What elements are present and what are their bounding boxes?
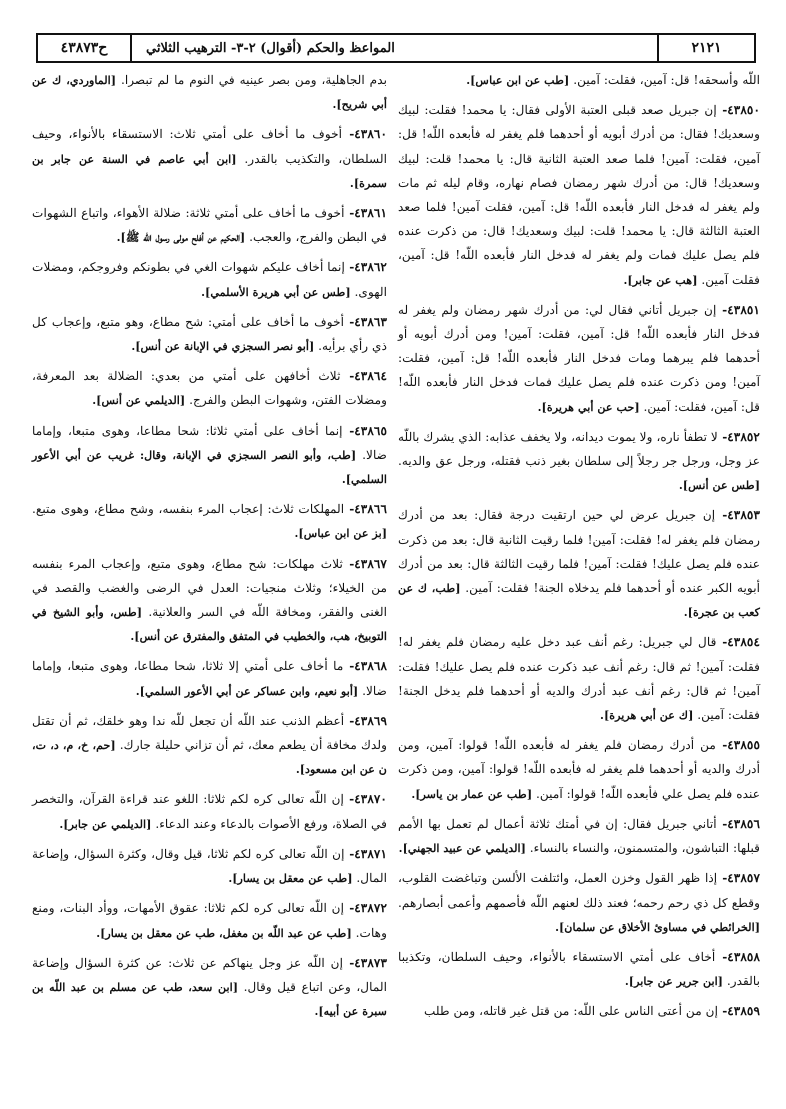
hadith-text: أخاف على أمتي الاستسقاء بالأنواء، وحيف السلطان، وتكذيبا بالقدر. <box>398 949 760 989</box>
hadith-text: أخوف ما أخاف على أمتي: شح مطاع، وهو متبع، وإعجاب كل ذي رأي برأيه. <box>32 314 387 354</box>
hadith-entry <box>32 122 387 195</box>
hadith-source: [أبو نعيم، وابن عساكر عن أبي الأعور السلمي]. <box>135 683 359 698</box>
hadith-source: [طس عن أنس]. <box>678 478 760 493</box>
hadith-text: أخوف ما أخاف على أمتي ثلاث: الاستسقاء بالأنواء، وحيف السلطان، والتكذيب بالقدر. <box>32 127 387 166</box>
hadith-text: ما أخاف على أمتي إلا ثلاثا، شحا مطاعا، وهوى متبعا، وإماما ضالا. <box>32 659 387 698</box>
hadith-number: ٤٣٨٥٢- <box>717 429 760 444</box>
hadith-text: إن اللّه عز وجل ينهاكم عن ثلاث: عن كثرة السؤال وإضاعة المال، وعن اتباع قيل وقال. <box>32 955 387 994</box>
hadith-entry <box>398 503 760 624</box>
hadith-entry <box>398 812 760 860</box>
hadith-text: إن جبريل أتاني فقال لي: من أدرك شهر رمضان ولم يغفر له فدخل النار فأبعده اللّه! قل: آمين، فقلت: آمين! ومن أدرك أبويه أو أحدهما فلم يبرهما ومات فدخل النار فأبعده اللّه! قل: آمين، فقلت: آمين! ومن ذكرت عنده فلم يصل عليك فمات فدخل النار فأبعده اللّه! قل: آمين، فقلت: آمين. <box>398 302 760 414</box>
hadith-entry <box>32 201 387 249</box>
hadith-number: ٤٣٨٦١- <box>344 206 387 221</box>
hadith-source: [أبو نصر السجزي في الإبانة عن أنس]. <box>131 339 315 354</box>
hadith-source: [الديلمي عن جابر]. <box>59 816 152 831</box>
hadith-text: إن اللّه تعالى كره لكم ثلاثا، قيل وقال، وكثرة السؤال، وإضاعة المال. <box>32 846 387 886</box>
hadith-source: [حب عن أبي هريرة]. <box>537 399 640 414</box>
hadith-source: [ك عن أبي هريرة]. <box>600 708 694 723</box>
hadith-source: [الديلمي عن عبيد الجهني]. <box>398 841 526 856</box>
hadith-text: إن من أعتى الناس على اللّه: من قتل غير قاتله، ومن طلب <box>423 1004 718 1019</box>
hadith-entry <box>32 419 387 492</box>
running-title: المواعظ والحكم (أقوال) ٢-٣- الترهيب الثلاثي <box>130 35 657 61</box>
hadith-text: من أدرك رمضان فلم يغفر له فأبعده اللّه! قولوا: آمين، ومن أدرك والديه أو أحدهما فلم يغفر له فأبعده اللّه! قولوا: آمين، ومن ذكرت عنده فلم يصل علي فأبعده اللّه! قولوا: آمين. <box>398 738 760 801</box>
hadith-text: اللّه وأسحقه! قل: آمين، فقلت: آمين. <box>569 73 760 87</box>
hadith-entry <box>398 98 760 292</box>
hadith-text: إن جبريل عرض لي حين ارتقيت درجة فقال: بعد من أدرك رمضان فلم يغفر له! فقلت: آمين! فلما رقيت الثانية قال: بعد من ذكرت عنده فلم يصل عليك! فقلت: آمين! فلما رقيت الثالثة قال: بعد من أدرك أبويه الكبر عنده أو أحدهما فلم يدخلاه الجنة! فقلت: آمين. <box>398 508 760 596</box>
hadith-number: ٤٣٨٥٤- <box>716 635 760 650</box>
hadith-entry <box>32 497 387 545</box>
hadith-number: ٤٣٨٦٠- <box>342 127 387 142</box>
hadith-source: [بز عن ابن عباس]. <box>294 526 387 541</box>
hadith-source: [طب عن عمار بن ياسر]. <box>411 786 533 801</box>
hadith-number: ٤٣٨٥٦- <box>716 816 760 831</box>
hadith-entry <box>398 298 760 419</box>
page-header <box>36 33 756 63</box>
left-column <box>32 68 387 1029</box>
hadith-number: ٤٣٨٦٢- <box>344 260 387 275</box>
hadith-source: [طب عن عبد اللّه بن مغفل، طب عن معقل بن يسار]. <box>96 925 352 940</box>
hadith-source: [ابن أبي عاصم في السنة عن جابر بن سمرة]. <box>32 151 387 190</box>
hadith-source: [الماوردي، ك عن أبي شريح]. <box>32 73 387 112</box>
hadith-entry <box>398 866 760 939</box>
hadith-entry <box>32 68 387 116</box>
hadith-text: ثلاث أخافهن على أمتي من بعدي: الضلالة بعد المعرفة، ومضلات الفتن، وشهوات البطن والفرج. <box>32 369 387 408</box>
hadith-entry <box>398 945 760 993</box>
hadith-source: [طس، وأبو الشيخ في التوبيخ، هب، والخطيب في المتفق والمفترق عن أنس]. <box>32 605 387 644</box>
hadith-entry <box>32 654 387 702</box>
hadith-text: إن اللّه تعالى كره لكم ثلاثا: اللغو عند قراءة القرآن، والتخصر في الصلاة، ورفع الأصوات بالدعاء وعند الدعاء. <box>32 792 387 831</box>
page-number: ٢١٢١ <box>657 35 754 61</box>
hadith-number: ٤٣٨٧١- <box>344 846 387 861</box>
hadith-text: أعظم الذنب عند اللّه أن تجعل للّه ندا وهو خلقك، ثم أن تقتل ولدك مخافة أن يطعم معك، ثم أن تزاني حليلة جارك. <box>32 713 388 753</box>
hadith-text: بدم الجاهلية، ومن بصر عينيه في النوم ما لم تبصرا. <box>116 73 387 87</box>
hadith-source: [حم، خ، م، د، ت، ن عن ابن مسعود]. <box>32 738 387 777</box>
hadith-range: ح٤٣٨٧٣ <box>60 40 108 56</box>
hadith-number: ٤٣٨٦٦- <box>344 502 387 517</box>
hadith-source: [هب عن جابر]. <box>623 272 698 287</box>
hadith-text: إذا ظهر القول وخزن العمل، وائتلفت الألسن وتباغضت القلوب، وقطع كل ذي رحم رحمه؛ فعند ذلك لعنهم اللّه فأصمهم وأعمى أبصارهم. <box>398 871 760 910</box>
hadith-entry <box>32 364 387 412</box>
hadith-text: إنما أخاف على أمتي ثلاثا: شحا مطاعا، وهوى متبعا، وإماما ضالا. <box>32 423 388 462</box>
hadith-entry <box>32 787 387 835</box>
hadith-text: ثلاث مهلكات: شح مطاع، وهوى متبع، وإعجاب المرء بنفسه من الخيلاء؛ وثلاث منجيات: العدل في الرضى والغضب والقصد في الغنى والفقر، ومخافة اللّه في السر والعلانية. <box>32 556 387 620</box>
hadith-number: ٤٣٨٥٠- <box>716 103 760 118</box>
hadith-entry <box>32 255 387 303</box>
hadith-text: إن اللّه تعالى كره لكم ثلاثا: عقوق الأمهات، ووأد البنات، ومنع وهات. <box>32 901 387 940</box>
hadith-number: ٤٣٨٦٨- <box>343 659 387 674</box>
hadith-entry <box>32 310 387 358</box>
hadith-text: إنما أخاف عليكم شهوات الغي في بطونكم وفروجكم، ومضلات الهوى. <box>32 260 387 299</box>
hadith-source: [طب عن معقل بن يسار]. <box>228 871 353 886</box>
hadith-entry <box>398 68 760 92</box>
hadith-entry <box>398 733 760 806</box>
hadith-number: ٤٣٨٥١- <box>716 302 760 317</box>
hadith-number: ٤٣٨٦٣- <box>344 314 387 329</box>
hadith-number: ٤٣٨٥٩- <box>717 1004 760 1019</box>
hadith-text: لا تطفأ ناره، ولا يموت ديدانه، ولا يخفف عذابه: الذي يشرك باللّه عز وجل، ورجل جر رجلاً إلى سلطان بغير ذنب فقتله، ورجل عق والديه. <box>398 429 760 469</box>
hadith-text: المهلكات ثلاث: إعجاب المرء بنفسه، وشح مطاع، وهوى متبع. <box>32 502 345 517</box>
hadith-number: ٤٣٨٥٥- <box>715 738 760 753</box>
hadith-text: أخوف ما أخاف على أمتي ثلاثة: ضلالة الأهواء، واتباع الشهوات في البطن والفرج، والعجب. <box>32 206 387 245</box>
hadith-number: ٤٣٨٦٤- <box>340 369 387 384</box>
hadith-source: [طب، وأبو النصر السجزي في الإبانة، وقال: غريب عن أبي الأعور السلمي]. <box>32 447 387 487</box>
hadith-number: ٤٣٨٧٣- <box>342 955 387 970</box>
hadith-source: [الخرائطي في مساوئ الأخلاق عن سلمان]. <box>555 919 760 934</box>
hadith-source: [ابن جرير عن جابر]. <box>624 974 723 989</box>
hadith-text: إن جبريل صعد قبلى العتبة الأولى فقال: يا محمد! فقلت: لبيك وسعديك! فقال: من أدرك أبويه أو أحدهما فلم يغفر له فأبعده اللّه! قل: آمين، فقلت: آمين! فلما صعد العتبة الثانية قال: يا محمد! قلت: لبيك وسعديك! قال: من أدرك شهر رمضان فصام نهاره، وقام ليله ثم مات ولم يغفر له فدخل النار فأبعده اللّه! قل: آمين، فقلت آمين! فلما صعد العتبة الثالثة قال: يا محمد! قلت: لبيك وسعديك! قال: من ذكرت عنده فلم يصل عليك فمات ولم يغفر له فدخل النار فأبعده اللّه! قل: آمين، فقلت آمين. <box>398 103 760 287</box>
hadith-source: [ابن سعد، طب عن مسلم بن عبد اللّه بن سبرة عن أبيه]. <box>32 979 387 1019</box>
hadith-entry <box>32 709 387 782</box>
hadith-number: ٤٣٨٦٥- <box>342 423 387 438</box>
hadith-source: [الحكيم عن أفلح مولى رسول اللّه ﷺ]. <box>116 230 246 245</box>
hadith-number: ٤٣٨٧٢- <box>344 901 387 916</box>
hadith-entry <box>32 842 387 890</box>
hadith-number: ٤٣٨٥٧- <box>717 871 760 886</box>
hadith-source: [الديلمي عن أنس]. <box>92 393 186 408</box>
hadith-number: ٤٣٨٦٧- <box>342 556 387 571</box>
hadith-number: ٤٣٨٦٩- <box>344 713 387 728</box>
hadith-number: ٤٣٨٥٨- <box>715 949 761 964</box>
hadith-entry <box>398 630 760 727</box>
hadith-source: [طب، ك عن كعب بن عجرة]. <box>398 581 760 620</box>
hadith-source: [طس عن أبي هريرة الأسلمي]. <box>201 284 351 299</box>
hadith-entry <box>32 951 387 1024</box>
hadith-number: ٤٣٨٥٣- <box>715 508 760 523</box>
hadith-text: قال لي جبريل: رغم أنف عبد دخل عليه رمضان فلم يغفر له! فقلت: آمين! ثم قال: رغم أنف عبد ذكرت عنده فلم يصل عليك! فقلت: آمين! ثم قال: رغم أنف عبد أدرك والديه أو أحدهما فلم يدخل الجنة! فقلت: آمين. <box>398 635 760 723</box>
hadith-entry <box>32 552 387 649</box>
hadith-entry <box>32 896 387 944</box>
hadith-entry <box>398 425 760 498</box>
hadith-source: [طب عن ابن عباس]. <box>466 73 570 87</box>
hadith-text: أتاني جبريل فقال: إن في أمتك ثلاثة أعمال لم تعمل بها الأمم قبلها: التباشون، والمتسمنون، والنساء بالنساء. <box>398 816 760 856</box>
hadith-number: ٤٣٨٧٠- <box>343 792 387 807</box>
hadith-entry <box>398 999 760 1023</box>
right-column <box>398 68 760 1030</box>
